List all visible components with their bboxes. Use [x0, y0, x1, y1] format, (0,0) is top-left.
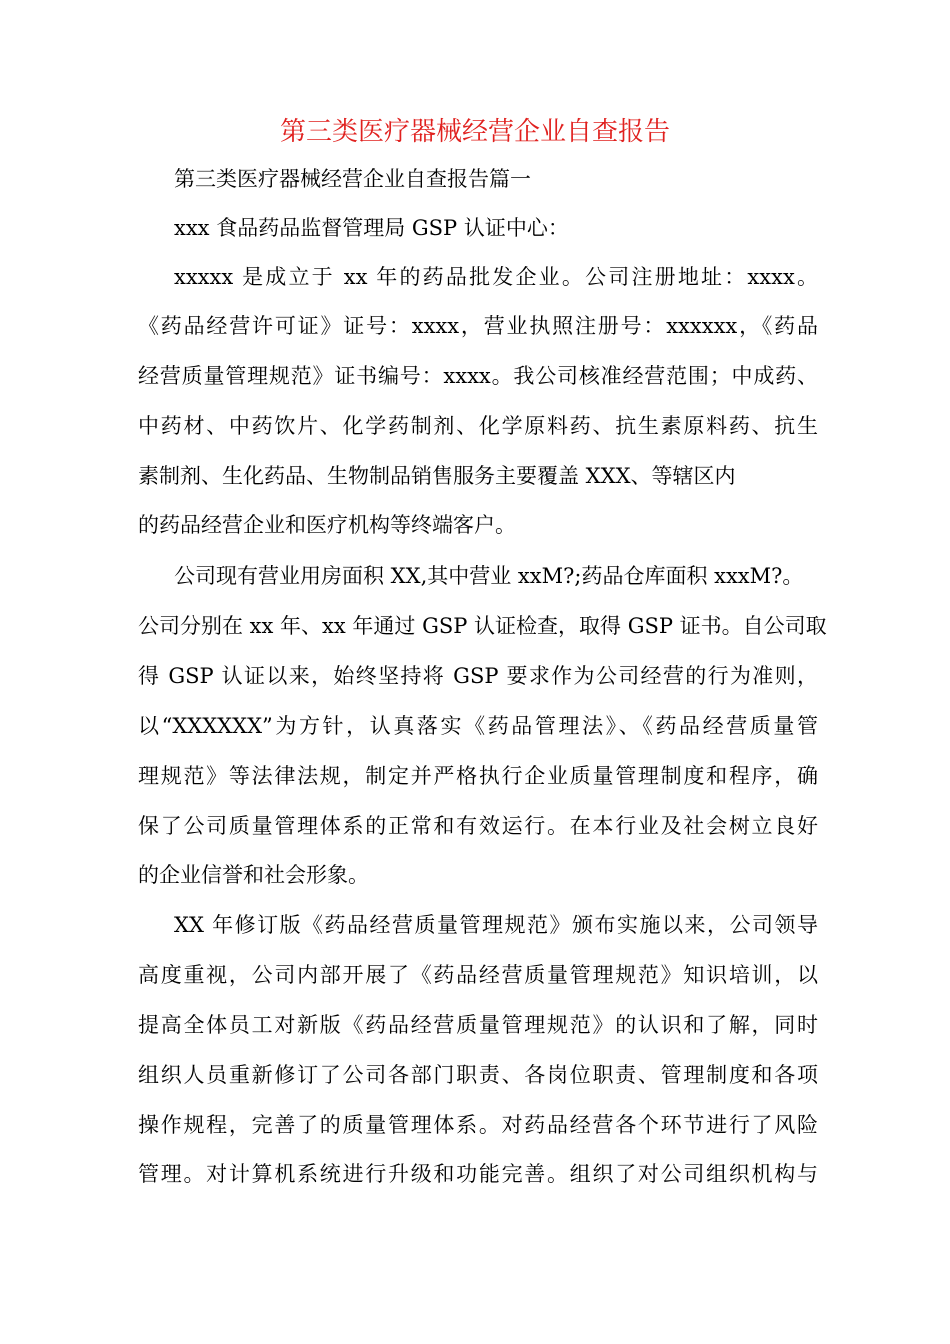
paragraph-line: 组织人员重新修订了公司各部门职责、各岗位职责、管理制度和各项 [138, 1063, 818, 1087]
paragraph-line: 以“XXXXXX”为方针，认真落实《药品管理法》、《药品经营质量管 [138, 714, 818, 738]
paragraph-line: 理规范》等法律法规，制定并严格执行企业质量管理制度和程序，确 [138, 764, 818, 788]
paragraph-line: 中药材、中药饮片、化学药制剂、化学原料药、抗生素原料药、抗生 [138, 414, 818, 438]
paragraph-line: 高度重视，公司内部开展了《药品经营质量管理规范》知识培训，以 [138, 963, 818, 987]
paragraph-line: 公司分别在 xx 年、xx 年通过 GSP 认证检查，取得 GSP 证书。自公司取 [138, 614, 827, 638]
paragraph-line: 素制剂、生化药品、生物制品销售服务主要覆盖 XXX、等辖区内 [138, 464, 736, 488]
paragraph-line: xxxxx 是成立于 xx 年的药品批发企业。公司注册地址：xxxx。 [174, 265, 818, 289]
paragraph-line: 管理。对计算机系统进行升级和功能完善。组织了对公司组织机构与 [138, 1162, 818, 1186]
paragraph-line: 操作规程，完善了的质量管理体系。对药品经营各个环节进行了风险 [138, 1113, 818, 1137]
paragraph-line: 的药品经营企业和医疗机构等终端客户。 [138, 513, 516, 537]
document-title: 第三类医疗器械经营企业自查报告 [279, 117, 670, 147]
paragraph-line: 得 GSP 认证以来，始终坚持将 GSP 要求作为公司经营的行为准则， [138, 664, 818, 688]
paragraph-line: 经营质量管理规范》证书编号：xxxx。我公司核准经营范围；中成药、 [138, 364, 818, 388]
subtitle: 第三类医疗器械经营企业自查报告篇一 [174, 167, 531, 191]
paragraph-line: 保了公司质量管理体系的正常和有效运行。在本行业及社会树立良好 [138, 814, 818, 838]
paragraph-line: 公司现有营业用房面积 XX,其中营业 xxM?;药品仓库面积 xxxM?。 [174, 564, 804, 588]
paragraph-line: 提高全体员工对新版《药品经营质量管理规范》的认识和了解，同时 [138, 1013, 818, 1037]
paragraph-line: 的企业信誉和社会形象。 [138, 863, 369, 887]
paragraph-line: XX 年修订版《药品经营质量管理规范》颁布实施以来，公司领导 [174, 913, 818, 937]
paragraph-line: 《药品经营许可证》证号：xxxx，营业执照注册号：xxxxxx，《药品 [138, 314, 818, 338]
addressee: xxx 食品药品监督管理局 GSP 认证中心： [174, 216, 569, 240]
